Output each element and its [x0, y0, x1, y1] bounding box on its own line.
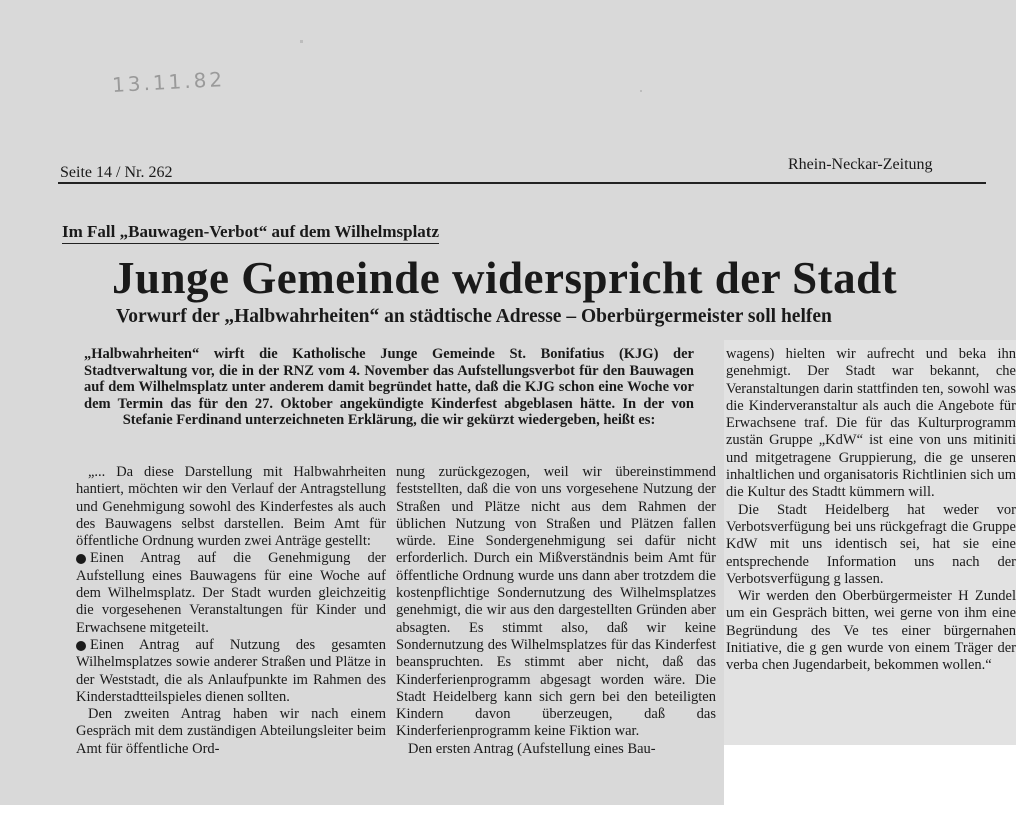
- bullet-icon: [76, 554, 86, 564]
- scan-speck: [300, 40, 303, 43]
- page-number: Seite 14 / Nr. 262: [60, 164, 173, 181]
- paragraph: Den zweiten Antrag haben wir nach einem Gespräch mit dem zuständigen Abteilungsleiter beim Amt für öffentliche Ord-: [76, 706, 386, 757]
- paragraph: Wir werden den Oberbürgermeister H Zundel um ein Gespräch bitten, wei gerne von ihm eine Begründung des Ve tes einer bürgernahen Initiative, die g gen wurde von einem Träger der verba chen Jugendarbeit, bekommen wollen.“: [726, 588, 1016, 674]
- header-rule: [58, 182, 986, 184]
- paragraph: [76, 637, 386, 706]
- newspaper-name: Rhein-Neckar-Zeitung: [788, 156, 933, 173]
- subheadline: Vorwurf der „Halbwahrheiten“ an städtische Adresse – Oberbürgermeister soll helfen: [116, 306, 832, 327]
- paragraph-text: Einen Antrag auf die Genehmigung der Aufstellung eines Bauwagens für eine Woche auf dem Wilhelmsplatz. Der Stadt wurden gleichzeitig die vorgesehenen Veranstaltungen für Kinder und Erwachsene mitgeteilt.: [76, 550, 386, 636]
- paragraph: wagens) hielten wir aufrecht und beka ihn genehmigt. Der Stadt war bekannt, che Veranstaltungen darin stattfinden ten, sowohl was die Kinderveranstaltur als auch die Angebote für Erwachsene traf. Die für das Kulturprogramm zustän Gruppe „KdW“ ist eine von uns mitiniti und mitgetragene Gruppierung, die ge unseren inhaltlichen und organisatoris Richtlinien sich um die Kultur des Stadtt kümmern will.: [726, 346, 1016, 501]
- scan-speck: [640, 90, 642, 92]
- headline: Junge Gemeinde widerspricht der Stadt: [112, 253, 898, 303]
- clipping-cutout: [724, 745, 1024, 827]
- paragraph-text: Einen Antrag auf Nutzung des gesamten Wilhelmsplatzes sowie anderer Straßen und Plätze in der Weststadt, die als Anlaufpunkte im Rahmen des Kinderstadtteilspieles dienen sollten.: [76, 636, 386, 705]
- kicker: Im Fall „Bauwagen-Verbot“ auf dem Wilhelmsplatz: [62, 222, 439, 244]
- article-column-1: [76, 464, 386, 758]
- handwritten-date: 13.11.82: [111, 67, 226, 97]
- paragraph: [76, 550, 386, 636]
- lead-text: „Halbwahrheiten“ wirft die Katholische Junge Gemeinde St. Bonifatius (KJG) der Stadtverwaltung vor, die in der RNZ vom 4. November das Aufstellungsverbot für den Bauwagen auf dem Wilhelmsplatz unter anderem damit begründet hatte, daß die KJG schon eine Woche vor dem Termin das für den 27. Oktober angekündigte Kinderfest abgeblasen hätte. In der von Stefanie Ferdinand unterzeichneten Erklärung, die wir gekürzt wiedergeben, heißt es:: [84, 346, 694, 428]
- paragraph: nung zurückgezogen, weil wir übereinstimmend feststellten, daß die von uns vorgesehene Nutzung der Straßen und Plätze nicht aus dem Rahmen der üblichen Nutzung von Straßen und Plätzen fallen würde. Eine Sondergenehmigung sei dafür nicht erforderlich. Durch ein Mißverständnis beim Amt für öffentliche Ordnung wurde uns dann aber trotzdem die kostenpflichtige Sondernutzung des Wilhelmsplatzes genehmigt, die wir aus den dargestellten Gründen aber absagten. Es stimmt also, daß wir keine Sondernutzung des Wilhelmsplatzes für das Kinderfest beanspruchten. Es stimmt aber nicht, daß das Kinderferienprogramm abgesagt worden wäre. Die Stadt Heidelberg kann sich gern bei den beteiligten Kindern davon überzeugen, daß das Kinderferienprogramm keine Fiktion war.: [396, 464, 716, 740]
- article-column-3: [726, 346, 1016, 716]
- lead-paragraph: [84, 346, 694, 429]
- bullet-icon: [76, 641, 86, 651]
- paragraph: Die Stadt Heidelberg hat weder vor Verbotsverfügung bei uns rückgefragt die Gruppe KdW mit uns identisch sei, hat sie eine entsprechende Information uns nach der Verbotsverfügung g lassen.: [726, 501, 1016, 587]
- article-column-2: [396, 464, 716, 758]
- paragraph: Den ersten Antrag (Aufstellung eines Bau-: [408, 740, 656, 757]
- paragraph: „... Da diese Darstellung mit Halbwahrheiten hantiert, möchten wir den Verlauf der Antragstellung und Genehmigung sowohl des Kinderfestes als auch des Bauwagens selbst darstellen. Beim Amt für öffentliche Ordnung wurden zwei Anträge gestellt:: [76, 464, 386, 550]
